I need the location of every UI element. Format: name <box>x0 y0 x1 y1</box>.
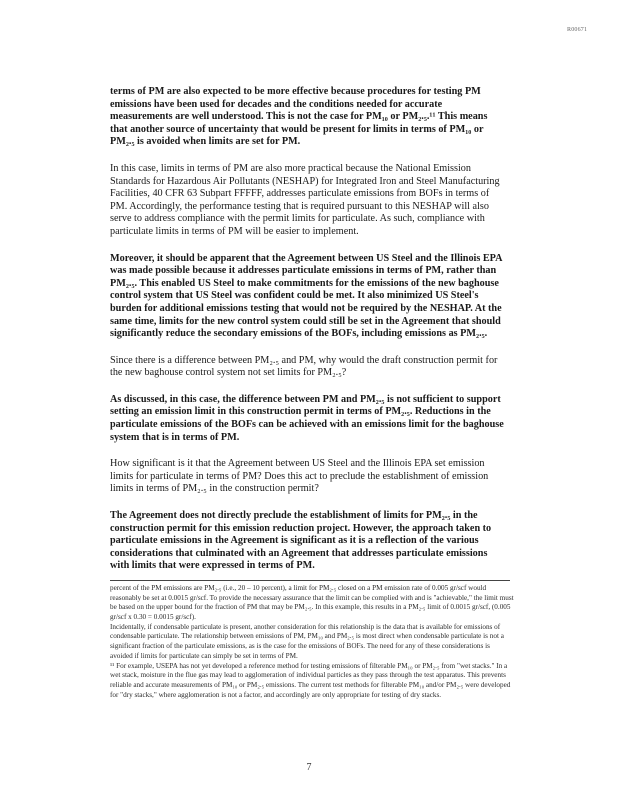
paragraph-2: In this case, limits in terms of PM are also more practical because the National Emission Standards for Hazardous Air Pollutants (NESHAP) for Integrated Iron and Steel Manufacturing Facilities, 40 CFR 63 Subpart FFFFF, addresses particulate emissions from BOFs in terms of PM. Accordingly, the performance testing that is required pursuant to this NESHAP will also serve to address compliance with the permit limits for particulate. As such, compliance with particulate limits in terms of PM will be easier to implement. <box>110 162 500 237</box>
paragraph-4: Since there is a difference between PM₂.₅ and PM, why would the draft construction permit for the new baghouse control system not set limits for PM₂.₅? <box>110 354 498 379</box>
page-number: 7 <box>306 762 312 773</box>
paragraph-7: The Agreement does not directly preclude the establishment of limits for PM₂.₅ in the construction permit for this emission reduction project. However, the approach taken to particulate emissions in the Agreement is significant as it is a reflection of the various considerations that culminated with an Agreement that addresses particulate emissions with limits that were expressed in terms of PM. <box>110 510 492 572</box>
document-body <box>110 86 506 587</box>
footnote-divider <box>110 580 510 581</box>
paragraph-3: Moreover, it should be apparent that the Agreement between US Steel and the Illinois EPA was made possible because it addresses particulate emissions in terms of PM, rather than PM₂.₅. This enabled US Steel to make commitments for the emissions of the new baghouse control system that US Steel was confident could be met. It also minimized US Steel's burden for additional emissions testing that would not be required by the NESHAP. At the same time, limits for the new control system could still be set in the Agreement that should significantly reduce the secondary emissions of the BOFs, including emissions as PM₂.₅. <box>110 252 502 340</box>
bates-number: R00671 <box>567 27 588 33</box>
footnote-incidental: Incidentally, if condensable particulate is present, another consideration for this relationship is the data that is available for emissions of condensable particulate. The relationship between emissions of PM, PM₁₀ and PM₂.₅ is most direct when condensable particulate is not a significant fraction of the particulate emissions, as is the case for the emissions of BOFs. The need for any of these considerations is avoided if limits for particulate can simply be set in terms of PM. <box>110 622 504 660</box>
paragraph-6: How significant is it that the Agreement between US Steel and the Illinois EPA set emission limits for particulate in terms of PM? Does this act to preclude the establishment of emission limits in terms of PM₂.₅ in the construction permit? <box>110 458 489 495</box>
footnote-continued: percent of the PM emissions are PM₂.₅ (i.e., 20 – 10 percent), a limit for PM₂.₅ closed on a PM emission rate of 0.005 gr/scf would reasonably be set at 0.0015 gr/scf. To provide the necessary assurance that the limit can be complied with and is "achievable," the limit must be based on the upper bound for the fraction of PM that may be PM₂.₅. In this example, this results in a PM₂.₅ limit of 0.0015 gr/scf, (0.005 gr/scf x 0.30 = 0.0015 gr/scf). <box>110 584 514 621</box>
footnotes <box>110 584 514 701</box>
paragraph-1: terms of PM are also expected to be more effective because procedures for testing PM emissions have been used for decades and the conditions needed for accurate measurements are well understood. This is not the case for PM₁₀ or PM₂.₅.¹¹ This means that another source of uncertainty that would be present for limits in terms of PM₁₀ or PM₂.₅ is avoided when limits are set for PM. <box>110 86 488 148</box>
footnote-11: ¹¹ For example, USEPA has not yet developed a reference method for testing emissions of filterable PM₁₀ or PM₂.₅ from "wet stacks." In a wet stack, moisture in the flue gas may lead to agglomeration of individual particles as they pass through the test apparatus. This prevents reliable and accurate measurements of PM₁₀ or PM₂.₅ emissions. The current test methods for filterable PM₁₀ and/or PM₂.₅ were developed for "dry stacks," where agglomeration is not a factor, and accordingly are only appropriate for testing of dry stacks. <box>110 661 511 699</box>
paragraph-5: As discussed, in this case, the difference between PM and PM₂.₅ is not sufficient to support setting an emission limit in this construction permit in terms of PM₂.₅. Reductions in the particulate emissions of the BOFs can be achieved with an emissions limit for the baghouse system that is in terms of PM. <box>110 393 504 443</box>
